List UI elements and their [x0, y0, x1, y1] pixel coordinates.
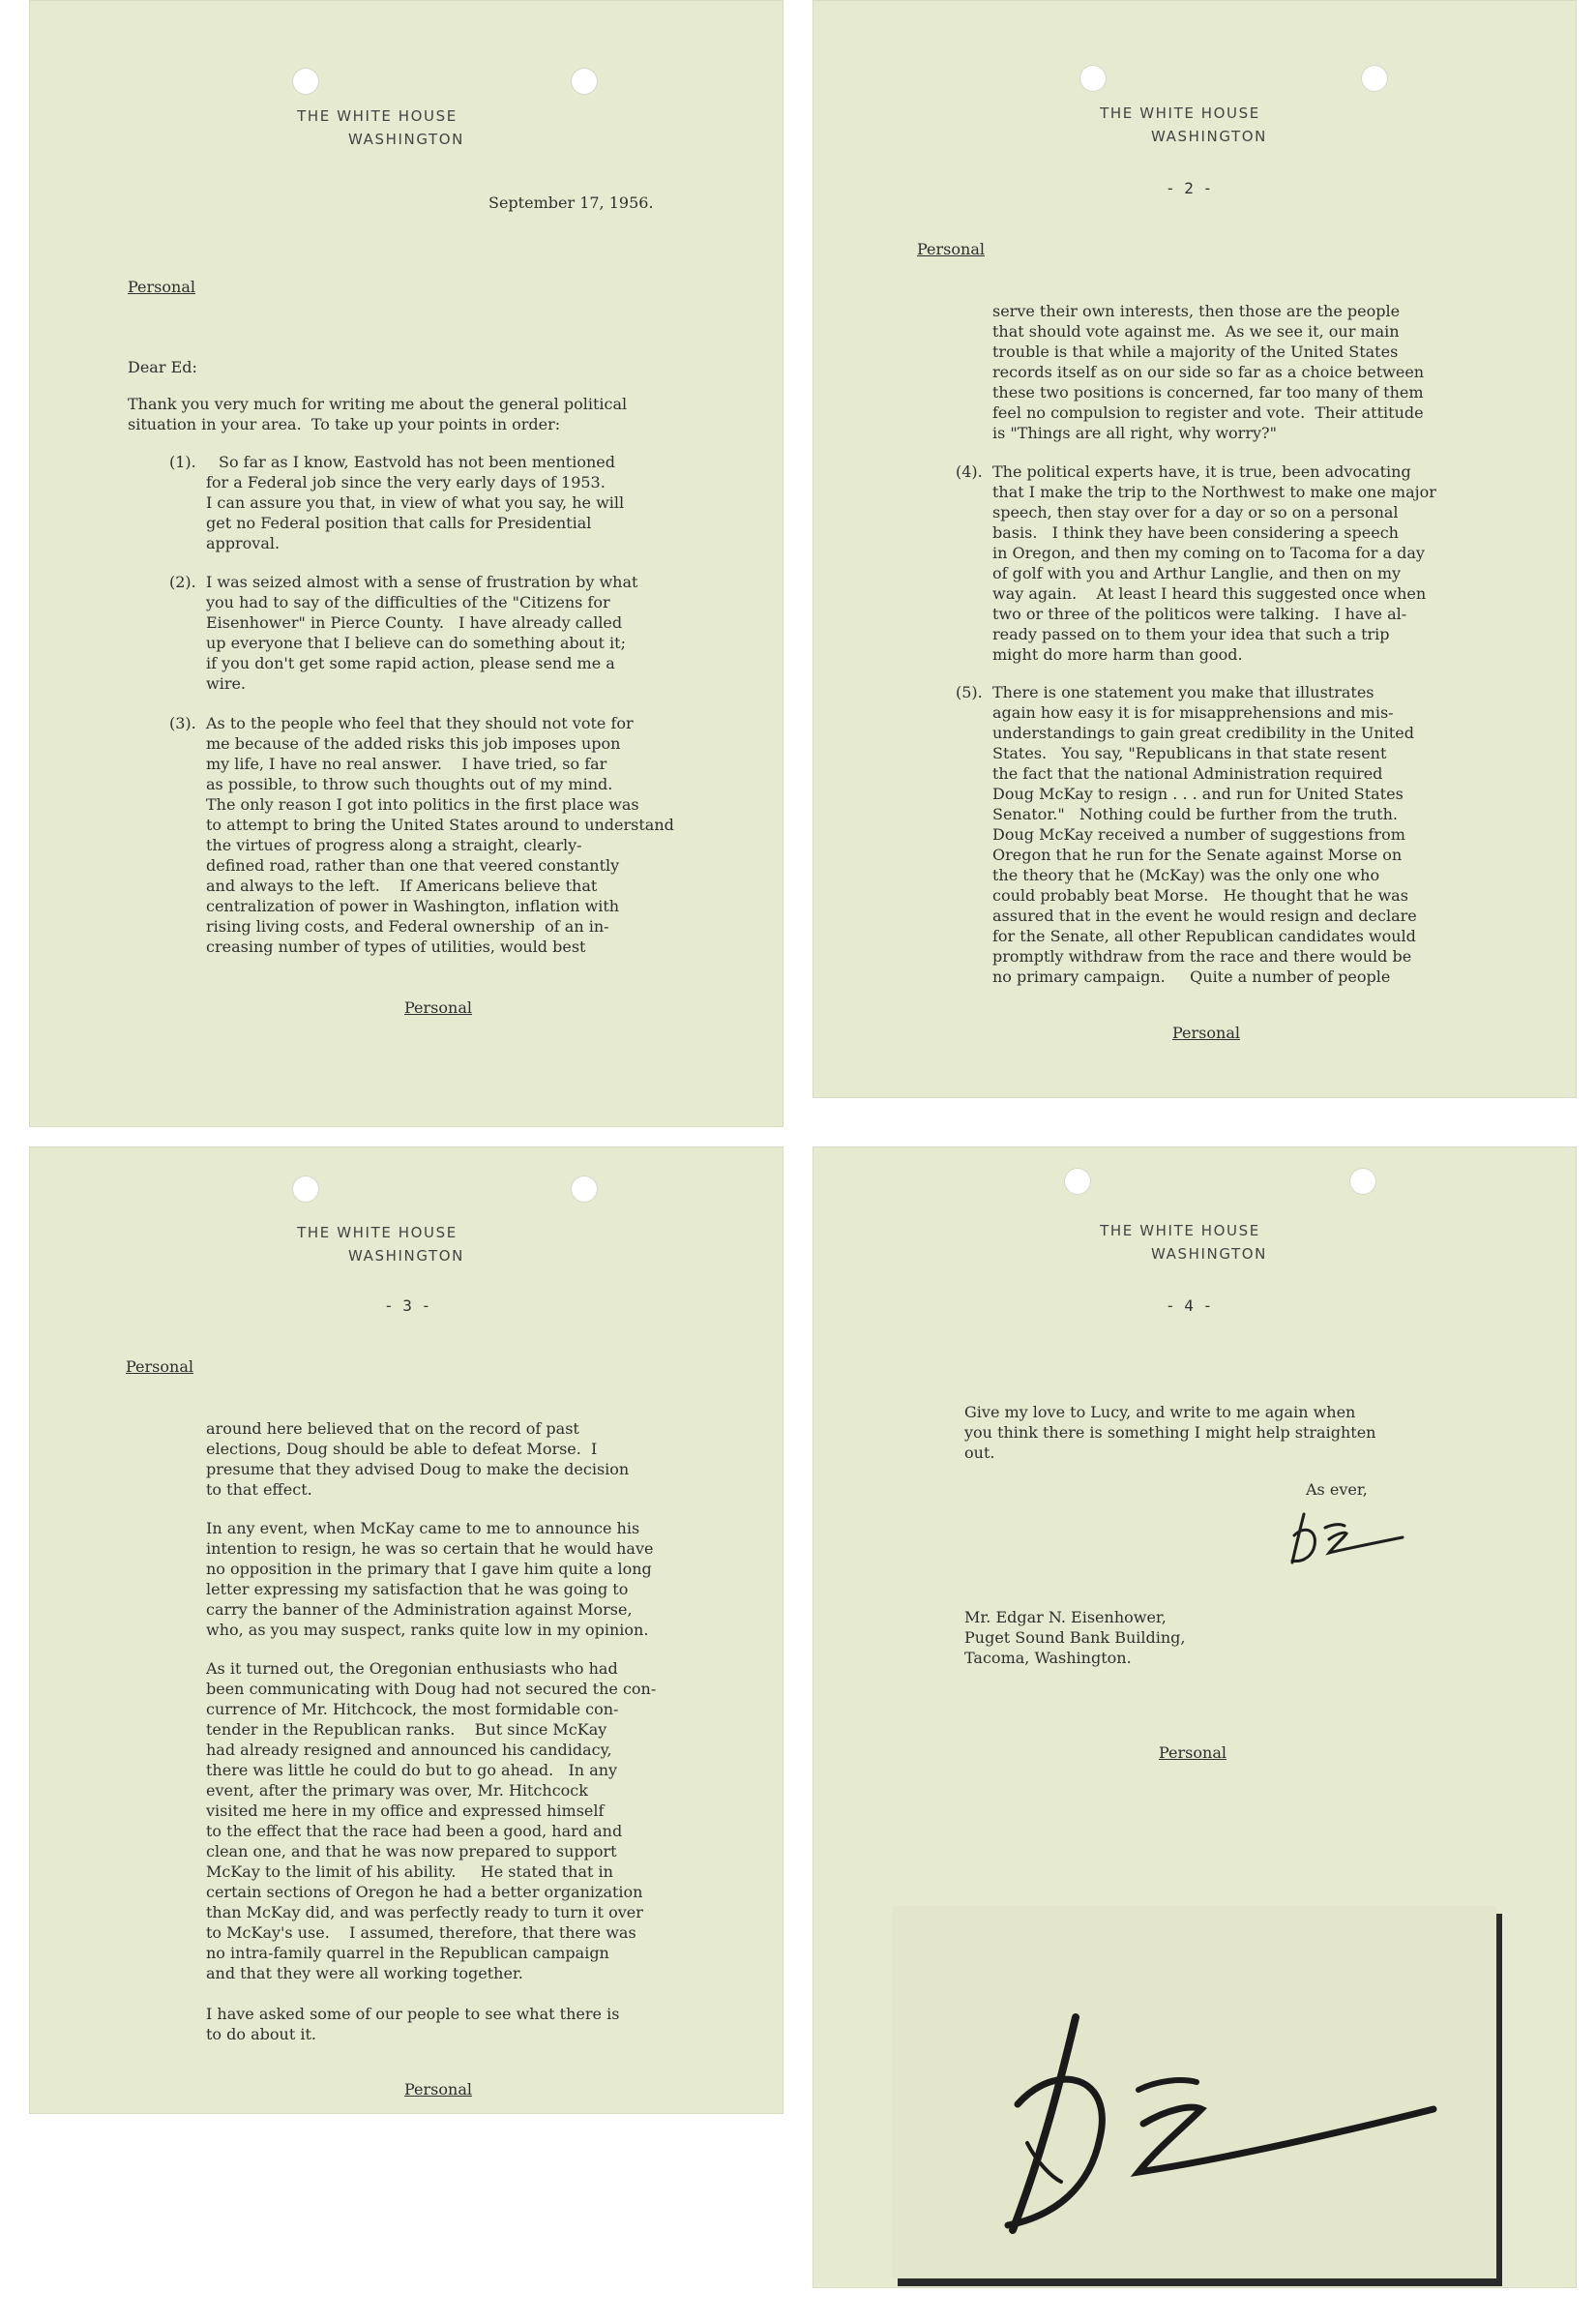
point-label: (1). [169, 453, 196, 471]
point-label: (3). [169, 714, 196, 732]
text-line: situation in your area. To take up your points in order: [128, 415, 561, 433]
text-line: Thank you very much for writing me about the general political [128, 395, 628, 413]
text-line: that I make the trip to the Northwest to make one major [992, 483, 1436, 501]
text-line: is "Things are all right, why worry?" [992, 424, 1277, 442]
letterhead [1054, 1219, 1306, 1265]
text-line: So far as I know, Eastvold has not been mentioned [219, 453, 615, 471]
text-line: promptly withdraw from the race and there would be [992, 947, 1412, 966]
point-label: (4). [956, 462, 983, 481]
text-line: clean one, and that he was now prepared to support [206, 1842, 617, 1861]
letter-page-2 [813, 0, 1577, 1098]
text-line: rising living costs, and Federal ownership of an in- [206, 917, 609, 936]
text-line: for the Senate, all other Republican candidates would [992, 927, 1416, 945]
text-line: There is one statement you make that illustrates [992, 683, 1374, 701]
text-line: way again. At least I heard this suggested once when [992, 584, 1427, 603]
letterhead-line2: WASHINGTON [1151, 1245, 1267, 1263]
text-line: of golf with you and Arthur Langlie, and then on my [992, 564, 1402, 582]
text-line: you think there is something I might help straighten [964, 1423, 1376, 1442]
text-line: if you don't get some rapid action, please send me a [206, 654, 615, 672]
signature-closeup-mark [892, 1906, 1496, 2278]
text-line: up everyone that I believe can do something about it; [206, 634, 626, 652]
text-line: you had to say of the difficulties of the "Citizens for [206, 593, 610, 611]
text-line: feel no compulsion to register and vote. Their attitude [992, 403, 1424, 422]
text-line: understandings to gain great credibility in the United [992, 724, 1414, 742]
text-line: Doug McKay received a number of suggestions from [992, 825, 1405, 844]
text-line: wire. [206, 674, 247, 693]
text-line: as possible, to throw such thoughts out of my mind. [206, 775, 613, 793]
text-line: I was seized almost with a sense of frustration by what [206, 573, 638, 591]
personal-label-bottom: Personal [404, 2080, 472, 2099]
text-line: I can assure you that, in view of what you say, he will [206, 493, 625, 512]
text-line: me because of the added risks this job imposes upon [206, 734, 621, 753]
letterhead-line1: THE WHITE HOUSE [297, 1224, 458, 1241]
text-line: trouble is that while a majority of the United States [992, 342, 1399, 361]
text-line: basis. I think they have been considering a speech [992, 523, 1399, 542]
punch-hole [571, 1176, 598, 1203]
page-number: - 3 - [384, 1296, 431, 1315]
personal-label-bottom: Personal [1172, 1024, 1240, 1042]
text-line: Puget Sound Bank Building, [964, 1628, 1186, 1647]
letter-page-1 [29, 0, 783, 1127]
personal-label-top: Personal [128, 278, 195, 296]
text-line: States. You say, "Republicans in that state resent [992, 744, 1387, 762]
text-line: get no Federal position that calls for Presidential [206, 514, 592, 532]
text-line: than McKay did, and was perfectly ready to turn it over [206, 1903, 643, 1921]
text-line: that should vote against me. As we see it, our main [992, 322, 1400, 341]
text-line: my life, I have no real answer. I have tried, so far [206, 755, 607, 773]
text-line: intention to resign, he was so certain that he would have [206, 1539, 654, 1558]
page-number: - 2 - [1166, 179, 1213, 197]
text-line: elections, Doug should be able to defeat Morse. I [206, 1440, 598, 1458]
letterhead [1054, 102, 1306, 148]
text-line: currence of Mr. Hitchcock, the most formidable con- [206, 1700, 619, 1718]
signature-closeup [892, 1906, 1496, 2278]
salutation: Dear Ed: [128, 358, 197, 376]
letter-page-3 [29, 1146, 783, 2114]
text-line: speech, then stay over for a day or so on a personal [992, 503, 1399, 521]
punch-hole [1349, 1168, 1376, 1195]
text-line: Senator." Nothing could be further from the truth. [992, 805, 1398, 823]
punch-hole [1064, 1168, 1091, 1195]
letterhead-line1: THE WHITE HOUSE [1100, 1222, 1260, 1239]
text-line: again how easy it is for misapprehensions and mis- [992, 703, 1394, 722]
text-line: these two positions is concerned, far too many of them [992, 383, 1424, 402]
letterhead-line1: THE WHITE HOUSE [1100, 104, 1260, 122]
text-line: the fact that the national Administration required [992, 764, 1383, 783]
text-line: presume that they advised Doug to make the decision [206, 1460, 630, 1478]
personal-label-bottom: Personal [404, 998, 472, 1017]
letter-date: September 17, 1956. [488, 194, 654, 212]
text-line: had already resigned and announced his candidacy, [206, 1741, 612, 1759]
page-number: - 4 - [1166, 1296, 1213, 1315]
text-line: records itself as on our side so far as a choice between [992, 363, 1425, 381]
text-line: ready passed on to them your idea that such a trip [992, 625, 1390, 643]
text-line: As it turned out, the Oregonian enthusiasts who had [206, 1659, 618, 1678]
text-line: defined road, rather than one that veered constantly [206, 856, 620, 875]
text-line: out. [964, 1444, 995, 1462]
point-label: (5). [956, 683, 983, 701]
text-line: Oregon that he run for the Senate against Morse on [992, 846, 1403, 864]
text-line: creasing number of types of utilities, would best [206, 938, 586, 956]
text-line: around here believed that on the record of past [206, 1419, 579, 1438]
personal-label-bottom: Personal [1159, 1743, 1227, 1762]
letterhead [251, 104, 503, 151]
text-line: in Oregon, and then my coming on to Tacoma for a day [992, 544, 1425, 562]
text-line: As to the people who feel that they should not vote for [206, 714, 634, 732]
text-line: to the effect that the race had been a good, hard and [206, 1822, 623, 1840]
text-line: been communicating with Doug had not secured the con- [206, 1680, 657, 1698]
punch-hole [1079, 65, 1107, 92]
letterhead-line1: THE WHITE HOUSE [297, 107, 458, 125]
text-line: Eisenhower" in Pierce County. I have already called [206, 613, 623, 632]
text-line: to McKay's use. I assumed, therefore, that there was [206, 1923, 636, 1942]
text-line: no opposition in the primary that I gave him quite a long [206, 1560, 652, 1578]
text-line: approval. [206, 534, 281, 552]
text-line: to attempt to bring the United States around to understand [206, 816, 674, 834]
text-line: to do about it. [206, 2025, 316, 2043]
text-line: carry the banner of the Administration against Morse, [206, 1600, 633, 1619]
text-line: could probably beat Morse. He thought that he was [992, 886, 1408, 905]
text-line: there was little he could do but to go ahead. In any [206, 1761, 618, 1779]
punch-hole [292, 68, 319, 95]
personal-label-top: Personal [917, 240, 985, 258]
text-line: no primary campaign. Quite a number of people [992, 968, 1391, 986]
text-line: Tacoma, Washington. [964, 1649, 1132, 1667]
text-line: to that effect. [206, 1480, 312, 1499]
text-line: might do more harm than good. [992, 645, 1243, 664]
text-line: serve their own interests, then those are the people [992, 302, 1401, 320]
text-line: assured that in the event he would resign and declare [992, 907, 1417, 925]
text-line: visited me here in my office and expressed himself [206, 1801, 605, 1820]
text-line: the theory that he (McKay) was the only one who [992, 866, 1380, 884]
punch-hole [571, 68, 598, 95]
text-line: who, as you may suspect, ranks quite low in my opinion. [206, 1621, 649, 1639]
letterhead-line2: WASHINGTON [348, 131, 464, 148]
text-line: the virtues of progress along a straight, clearly- [206, 836, 582, 854]
letterhead-line2: WASHINGTON [348, 1247, 464, 1265]
text-line: certain sections of Oregon he had a better organization [206, 1883, 643, 1901]
text-line: In any event, when McKay came to me to announce his [206, 1519, 640, 1537]
signature-mark [1286, 1506, 1422, 1574]
text-line: no intra-family quarrel in the Republican campaign [206, 1944, 609, 1962]
point-label: (2). [169, 573, 196, 591]
punch-hole [1361, 65, 1388, 92]
letterhead-line2: WASHINGTON [1151, 128, 1267, 145]
text-line: The only reason I got into politics in the first place was [206, 795, 639, 814]
text-line: Give my love to Lucy, and write to me again when [964, 1403, 1356, 1421]
text-line: for a Federal job since the very early days of 1953. [206, 473, 606, 491]
text-line: I have asked some of our people to see what there is [206, 2005, 620, 2023]
personal-label-top: Personal [126, 1357, 193, 1376]
letterhead [251, 1221, 503, 1267]
text-line: McKay to the limit of his ability. He stated that in [206, 1862, 613, 1881]
sign-off: As ever, [1306, 1480, 1368, 1499]
text-line: Doug McKay to resign . . . and run for United States [992, 785, 1404, 803]
text-line: and always to the left. If Americans believe that [206, 877, 598, 895]
text-line: Mr. Edgar N. Eisenhower, [964, 1608, 1167, 1626]
punch-hole [292, 1176, 319, 1203]
text-line: two or three of the politicos were talking. I have al- [992, 605, 1407, 623]
text-line: The political experts have, it is true, been advocating [992, 462, 1411, 481]
text-line: letter expressing my satisfaction that he was going to [206, 1580, 629, 1598]
text-line: tender in the Republican ranks. But since McKay [206, 1720, 607, 1739]
text-line: event, after the primary was over, Mr. Hitchcock [206, 1781, 588, 1800]
text-line: and that they were all working together. [206, 1964, 523, 1982]
text-line: centralization of power in Washington, inflation with [206, 897, 620, 915]
